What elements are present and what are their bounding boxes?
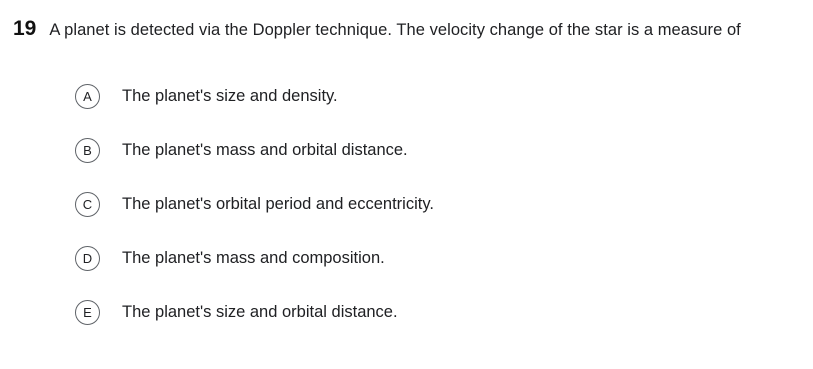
option-c[interactable] (75, 191, 434, 218)
option-letter-badge: D (75, 246, 100, 271)
option-text: The planet's mass and orbital distance. (122, 141, 408, 159)
answer-options (75, 83, 434, 353)
option-text: The planet's mass and composition. (122, 249, 385, 267)
option-letter-badge: C (75, 192, 100, 217)
option-text: The planet's size and density. (122, 87, 338, 105)
option-b[interactable] (75, 137, 434, 164)
option-letter-badge: B (75, 138, 100, 163)
option-d[interactable] (75, 245, 434, 272)
option-letter-badge: E (75, 300, 100, 325)
question-number: 19 (13, 17, 37, 40)
option-text: The planet's size and orbital distance. (122, 303, 398, 321)
option-a[interactable] (75, 83, 434, 110)
question-text: A planet is detected via the Doppler technique. The velocity change of the star is a measure of (49, 21, 741, 39)
option-letter-badge: A (75, 84, 100, 109)
option-e[interactable] (75, 299, 434, 326)
option-text: The planet's orbital period and eccentricity. (122, 195, 434, 213)
question-header (13, 17, 741, 41)
